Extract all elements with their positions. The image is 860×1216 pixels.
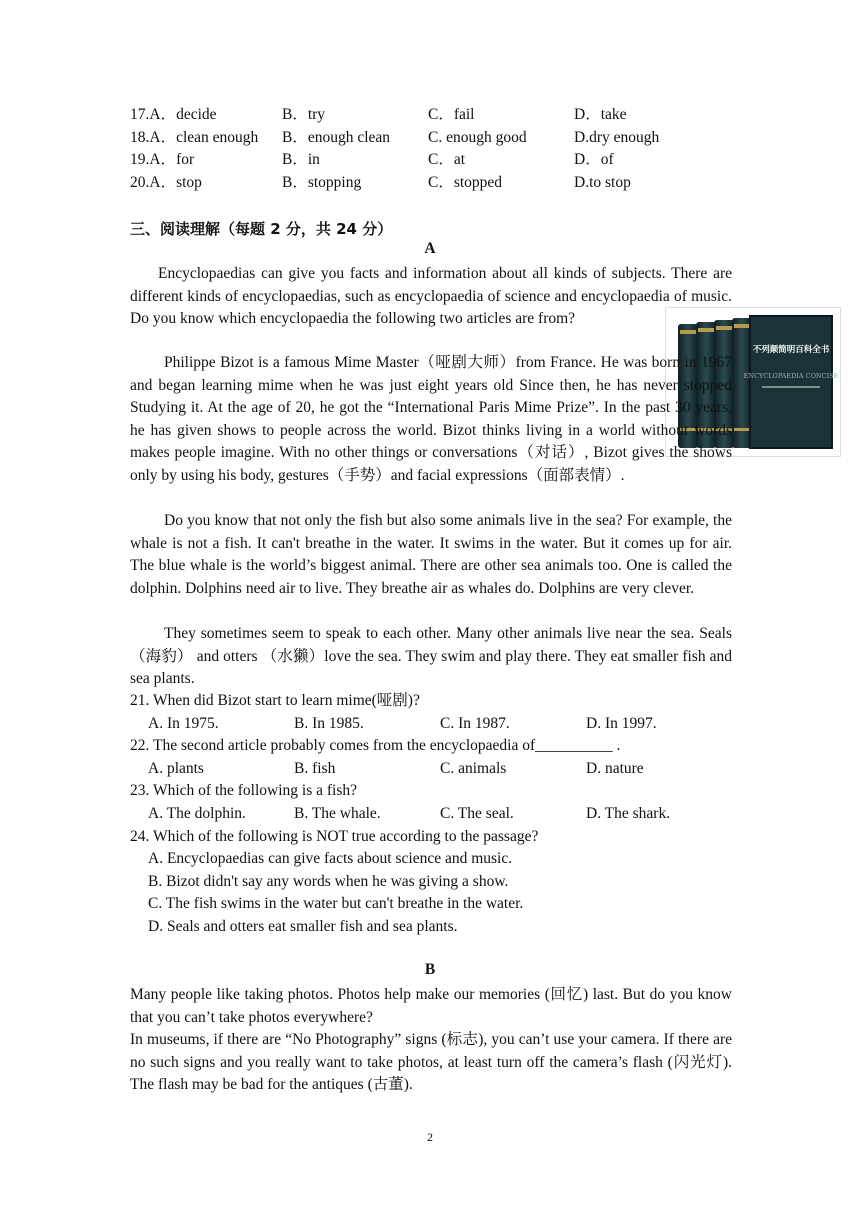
- page-number: 2: [427, 1130, 433, 1144]
- q22-option-b: B. fish: [294, 759, 336, 777]
- q21-option-d: D. In 1997.: [586, 714, 657, 732]
- options-block: [130, 104, 732, 194]
- passage-b-paragraph-1: Many people like taking photos. Photos help make our memories (回忆) last. But do you know that you can’t take photos everywhere?: [130, 986, 732, 1026]
- passage-a-paragraph-1: [130, 263, 732, 331]
- question-22-options: [130, 758, 732, 781]
- passage-a-p2-text: Philippe Bizot is a famous Mime Master（哑剧大师）from France. He was born in 1967 and began learning mime when he was just eight years old Since then, he has never stopped Studying it. At the age of 20, he got the “International Paris Mime Prize”. In the past 30 years, he has given shows to people across the world. Bizot thinks living in a world without words makes people imagine. With no other things or conversations（对话）, Bizot gives the shows only by using his body, gestures（手势）and facial expressions（面部表情）.: [130, 354, 732, 484]
- option-18-d: D.dry enough: [574, 128, 660, 146]
- question-24-options: [130, 848, 732, 938]
- option-row-17: [130, 104, 732, 127]
- section-title: 三、阅读理解（每题 2 分，共 24 分）: [130, 220, 393, 238]
- book-cover-title: 不列颠简明百科全书: [752, 345, 830, 355]
- option-row-20: [130, 172, 732, 195]
- passage-b-heading: B: [424, 961, 436, 978]
- option-18-c: C. enough good: [428, 128, 527, 146]
- q22-option-a: A. plants: [148, 759, 204, 777]
- q24-option-a: A. Encyclopaedias can give facts about science and music.: [148, 850, 513, 868]
- passage-a-paragraph-2: [130, 352, 732, 488]
- q21-option-b: B. In 1985.: [294, 714, 364, 732]
- q23-option-d: D. The shark.: [586, 804, 671, 822]
- q24-option-d: D. Seals and otters eat smaller fish and sea plants.: [148, 917, 458, 935]
- q21-option-a: A. In 1975.: [148, 714, 219, 732]
- question-23: 23. Which of the following is a fish?: [130, 782, 358, 800]
- option-row-19: [130, 149, 732, 172]
- option-20-b: B．stopping: [282, 173, 362, 191]
- option-17-c: C．fail: [428, 106, 475, 123]
- question-22: 22. The second article probably comes from the encyclopaedia of__________ .: [130, 737, 621, 755]
- book-cover: [750, 316, 832, 448]
- option-19-a: 19.A．for: [130, 151, 195, 168]
- passage-a-p3-text: Do you know that not only the fish but also some animals live in the sea? For example, the whale is not a fish. It can't breathe in the water. It swims in the water. But it comes up for air. The blue whale is the world’s biggest animal. There are other sea animals too. One is called the dolphin. Dolphins need air to live. They breathe air as whales do. Dolphins are very clever.: [130, 512, 732, 597]
- passage-b-paragraph-2: In museums, if there are “No Photography” signs (标志), you can’t use your camera. If there are no such signs and you really want to take photos, at least turn off the camera’s flash (闪光灯). The flash may be bad for the antiques (古董).: [130, 1031, 732, 1094]
- question-24: 24. Which of the following is NOT true according to the passage?: [130, 827, 539, 845]
- option-row-18: [130, 127, 732, 150]
- passage-a-paragraph-4: [130, 623, 732, 691]
- option-19-c: C．at: [428, 151, 466, 168]
- option-18-b: B．enough clean: [282, 128, 391, 146]
- option-19-d: D．of: [574, 151, 614, 168]
- q24-option-c: C. The fish swims in the water but can't breathe in the water.: [148, 895, 524, 913]
- option-20-d: D.to stop: [574, 173, 631, 191]
- option-19-b: B．in: [282, 151, 320, 168]
- passage-a-p4-text: They sometimes seem to speak to each other. Many other animals live near the sea. Seals（海豹） and otters （水獭）love the sea. They swim and play there. They eat smaller fish and sea plants.: [130, 625, 732, 688]
- option-20-a: 20.A．stop: [130, 173, 202, 191]
- q23-option-c: C. The seal.: [440, 804, 514, 822]
- question-21-options: [130, 713, 732, 736]
- question-23-options: [130, 803, 732, 826]
- questions-block: [130, 690, 732, 939]
- q23-option-a: A. The dolphin.: [148, 804, 246, 822]
- option-20-c: C．stopped: [428, 173, 503, 191]
- q22-option-d: D. nature: [586, 759, 644, 777]
- passage-a-heading: A: [424, 240, 436, 257]
- q22-option-c: C. animals: [440, 759, 507, 777]
- option-18-a: 18.A．clean enough: [130, 128, 259, 146]
- passage-b-text: [130, 984, 732, 1097]
- q24-option-b: B. Bizot didn't say any words when he was giving a show.: [148, 872, 509, 890]
- q23-option-b: B. The whale.: [294, 804, 381, 822]
- passage-a-p1-text: Encyclopaedias can give you facts and information about all kinds of subjects. There are different kinds of encyclopaedias, such as encyclopaedia of science and encyclopaedia of music. Do you know which encyclopaedia the following two articles are from?: [130, 265, 732, 328]
- option-17-b: B．try: [282, 106, 326, 123]
- option-17-d: D．take: [574, 106, 627, 123]
- passage-a-paragraph-3: [130, 510, 732, 600]
- option-17-a: 17.A．decide: [130, 106, 217, 123]
- q21-option-c: C. In 1987.: [440, 714, 510, 732]
- question-21: 21. When did Bizot start to learn mime(哑剧)?: [130, 692, 420, 709]
- book-cover-subtitle: ENCYCLOPAEDIA CONCISE: [743, 372, 839, 380]
